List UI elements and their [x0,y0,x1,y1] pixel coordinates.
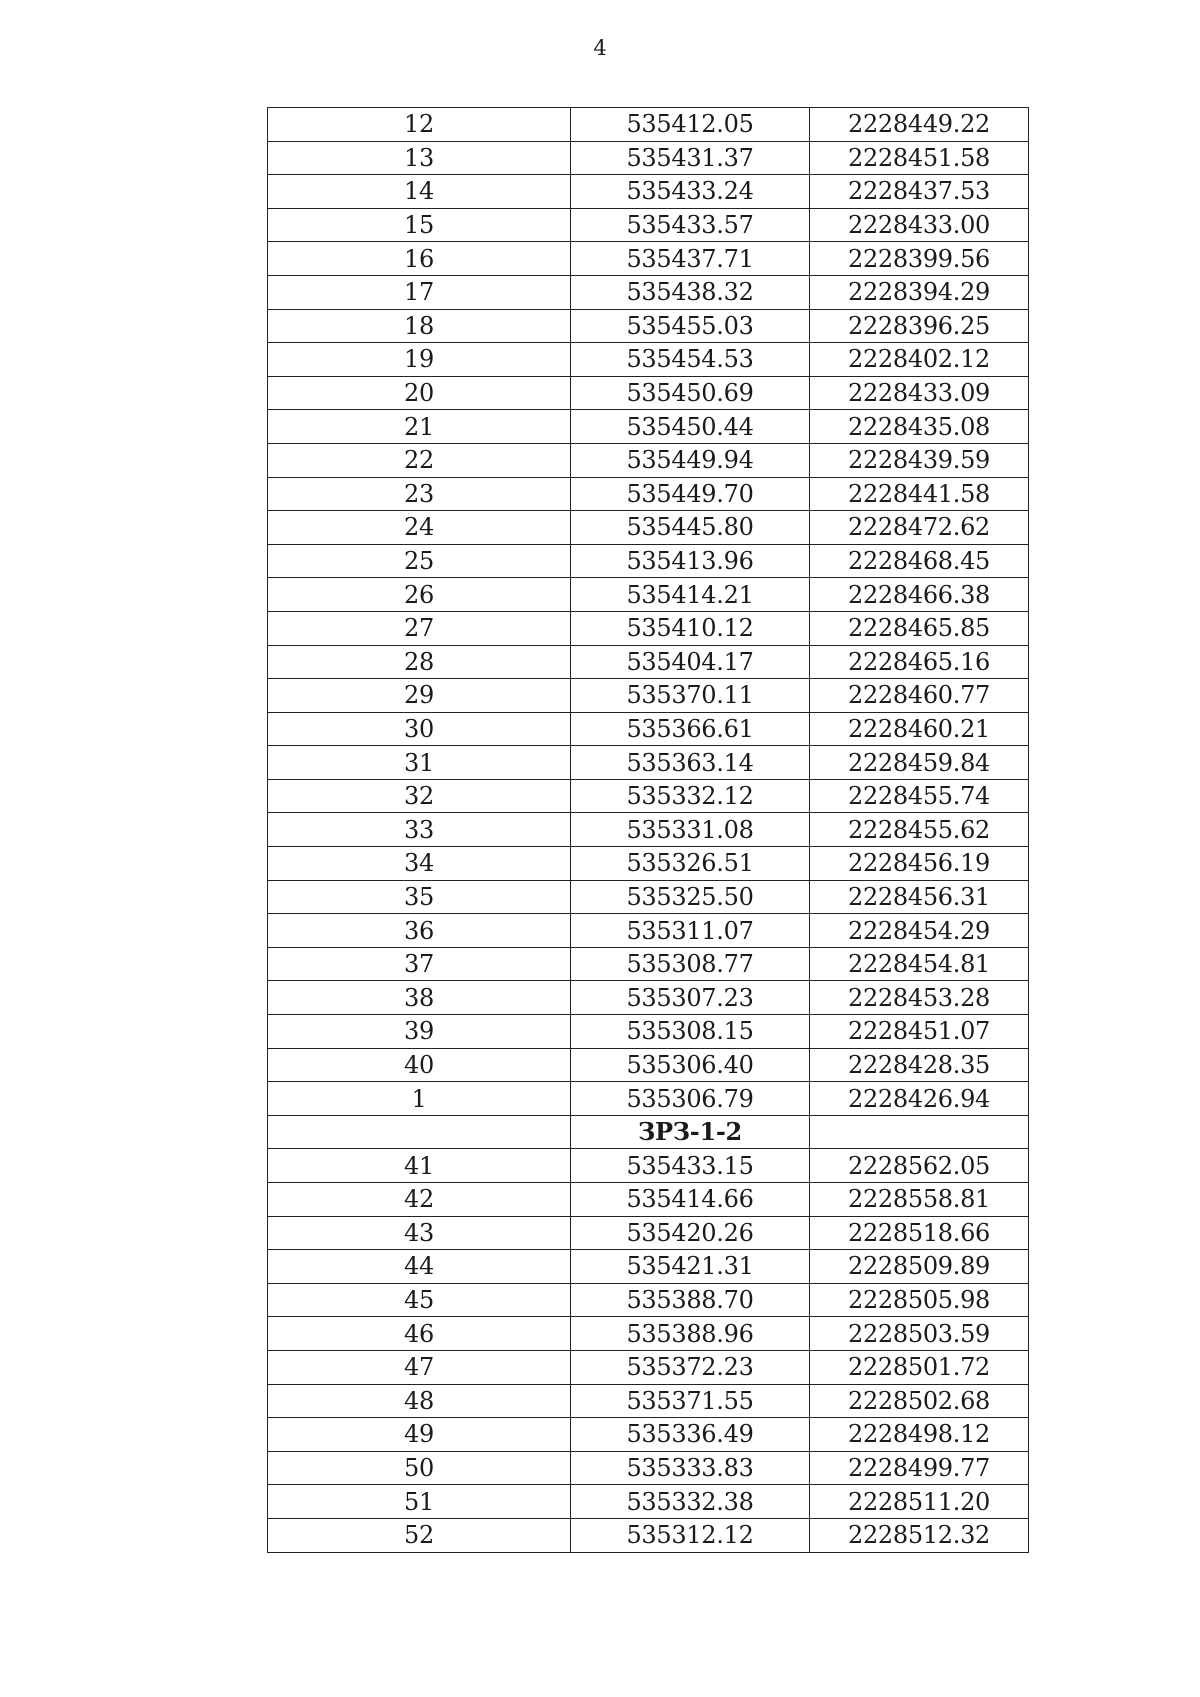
table-row [268,611,1029,645]
point-number-cell: 36 [268,914,571,948]
y-coordinate-cell: 2228437.53 [810,175,1029,209]
point-number-cell: 16 [268,242,571,276]
table-row [268,1418,1029,1452]
point-number-cell: 50 [268,1451,571,1485]
table-row [268,1048,1029,1082]
table-row [268,1216,1029,1250]
y-coordinate-cell: 2228439.59 [810,443,1029,477]
y-coordinate-cell: 2228454.29 [810,914,1029,948]
table-row [268,242,1029,276]
table-row [268,1183,1029,1217]
point-number-cell: 31 [268,746,571,780]
point-number-cell: 13 [268,141,571,175]
x-coordinate-cell: 535331.08 [571,813,810,847]
point-number-cell: 45 [268,1283,571,1317]
table-row [268,275,1029,309]
point-number-cell: 26 [268,578,571,612]
table-row [268,914,1029,948]
x-coordinate-cell: 535431.37 [571,141,810,175]
y-coordinate-cell: 2228511.20 [810,1485,1029,1519]
table-row [268,1015,1029,1049]
y-coordinate-cell: 2228399.56 [810,242,1029,276]
point-number-cell: 47 [268,1350,571,1384]
point-number-cell: 21 [268,410,571,444]
table-row [268,981,1029,1015]
table-row [268,443,1029,477]
y-coordinate-cell: 2228433.00 [810,208,1029,242]
table-row [268,1317,1029,1351]
y-coordinate-cell: 2228451.07 [810,1015,1029,1049]
table-row [268,477,1029,511]
y-coordinate-cell: 2228455.62 [810,813,1029,847]
table-row [268,779,1029,813]
table-row [268,813,1029,847]
point-number-cell: 15 [268,208,571,242]
y-coordinate-cell: 2228451.58 [810,141,1029,175]
y-coordinate-cell: 2228433.09 [810,376,1029,410]
x-coordinate-cell: 535336.49 [571,1418,810,1452]
table-row [268,947,1029,981]
point-number-cell: 14 [268,175,571,209]
point-number-cell: 51 [268,1485,571,1519]
y-coordinate-cell: 2228456.31 [810,880,1029,914]
x-coordinate-cell: 535433.57 [571,208,810,242]
x-coordinate-cell: 535312.12 [571,1518,810,1552]
table-row [268,847,1029,881]
table-row [268,1082,1029,1116]
table-row [268,578,1029,612]
table-row [268,1350,1029,1384]
table-row [268,1451,1029,1485]
table-row [268,108,1029,142]
x-coordinate-cell: 535371.55 [571,1384,810,1418]
table-row [268,645,1029,679]
y-coordinate-cell: 2228394.29 [810,275,1029,309]
x-coordinate-cell: 535388.96 [571,1317,810,1351]
point-number-cell: 40 [268,1048,571,1082]
section-header [268,1115,1029,1149]
y-coordinate-cell: 2228562.05 [810,1149,1029,1183]
table-row [268,1384,1029,1418]
y-coordinate-cell: 2228460.77 [810,679,1029,713]
x-coordinate-cell: 535414.21 [571,578,810,612]
x-coordinate-cell: 535308.15 [571,1015,810,1049]
table-row [268,1250,1029,1284]
x-coordinate-cell: 535420.26 [571,1216,810,1250]
x-coordinate-cell: 535332.12 [571,779,810,813]
x-coordinate-cell: 535433.15 [571,1149,810,1183]
coordinates-table [267,107,1029,1553]
y-coordinate-cell: 2228449.22 [810,108,1029,142]
x-coordinate-cell: 535306.40 [571,1048,810,1082]
point-number-cell: 48 [268,1384,571,1418]
table-row [268,343,1029,377]
y-coordinate-cell: 2228509.89 [810,1250,1029,1284]
point-number-cell: 18 [268,309,571,343]
y-coordinate-cell: 2228441.58 [810,477,1029,511]
y-coordinate-cell: 2228503.59 [810,1317,1029,1351]
y-coordinate-cell: 2228435.08 [810,410,1029,444]
point-number-cell: 30 [268,712,571,746]
table-row [268,880,1029,914]
x-coordinate-cell: 535455.03 [571,309,810,343]
table-row [268,544,1029,578]
section-label: ЗРЗ-1-2 [571,1115,810,1149]
table-row [268,1485,1029,1519]
section-empty-cell [268,1115,571,1149]
x-coordinate-cell: 535366.61 [571,712,810,746]
x-coordinate-cell: 535449.70 [571,477,810,511]
x-coordinate-cell: 535311.07 [571,914,810,948]
x-coordinate-cell: 535326.51 [571,847,810,881]
x-coordinate-cell: 535370.11 [571,679,810,713]
point-number-cell: 1 [268,1082,571,1116]
point-number-cell: 28 [268,645,571,679]
table-row [268,309,1029,343]
point-number-cell: 29 [268,679,571,713]
x-coordinate-cell: 535307.23 [571,981,810,1015]
point-number-cell: 17 [268,275,571,309]
table-row [268,410,1029,444]
point-number-cell: 46 [268,1317,571,1351]
point-number-cell: 32 [268,779,571,813]
x-coordinate-cell: 535308.77 [571,947,810,981]
point-number-cell: 38 [268,981,571,1015]
section-row [268,1115,1029,1149]
point-number-cell: 42 [268,1183,571,1217]
x-coordinate-cell: 535404.17 [571,645,810,679]
y-coordinate-cell: 2228468.45 [810,544,1029,578]
table-row [268,376,1029,410]
table-row [268,175,1029,209]
y-coordinate-cell: 2228454.81 [810,947,1029,981]
point-number-cell: 12 [268,108,571,142]
x-coordinate-cell: 535450.69 [571,376,810,410]
x-coordinate-cell: 535332.38 [571,1485,810,1519]
table-row [268,746,1029,780]
x-coordinate-cell: 535414.66 [571,1183,810,1217]
table-row [268,1518,1029,1552]
y-coordinate-cell: 2228396.25 [810,309,1029,343]
x-coordinate-cell: 535449.94 [571,443,810,477]
table-row [268,208,1029,242]
y-coordinate-cell: 2228459.84 [810,746,1029,780]
x-coordinate-cell: 535421.31 [571,1250,810,1284]
point-number-cell: 52 [268,1518,571,1552]
table-row [268,1149,1029,1183]
table-row [268,141,1029,175]
y-coordinate-cell: 2228472.62 [810,511,1029,545]
point-number-cell: 39 [268,1015,571,1049]
point-number-cell: 41 [268,1149,571,1183]
point-number-cell: 24 [268,511,571,545]
x-coordinate-cell: 535450.44 [571,410,810,444]
x-coordinate-cell: 535388.70 [571,1283,810,1317]
y-coordinate-cell: 2228453.28 [810,981,1029,1015]
x-coordinate-cell: 535306.79 [571,1082,810,1116]
point-number-cell: 22 [268,443,571,477]
x-coordinate-cell: 535445.80 [571,511,810,545]
y-coordinate-cell: 2228456.19 [810,847,1029,881]
table-row [268,712,1029,746]
x-coordinate-cell: 535412.05 [571,108,810,142]
point-number-cell: 35 [268,880,571,914]
coordinates-group-1 [268,108,1029,1116]
y-coordinate-cell: 2228499.77 [810,1451,1029,1485]
point-number-cell: 37 [268,947,571,981]
y-coordinate-cell: 2228460.21 [810,712,1029,746]
y-coordinate-cell: 2228465.16 [810,645,1029,679]
point-number-cell: 27 [268,611,571,645]
y-coordinate-cell: 2228402.12 [810,343,1029,377]
y-coordinate-cell: 2228426.94 [810,1082,1029,1116]
point-number-cell: 20 [268,376,571,410]
point-number-cell: 25 [268,544,571,578]
point-number-cell: 33 [268,813,571,847]
y-coordinate-cell: 2228505.98 [810,1283,1029,1317]
table-row [268,511,1029,545]
x-coordinate-cell: 535413.96 [571,544,810,578]
x-coordinate-cell: 535433.24 [571,175,810,209]
page-number: 4 [593,36,607,60]
table-row [268,679,1029,713]
y-coordinate-cell: 2228455.74 [810,779,1029,813]
point-number-cell: 23 [268,477,571,511]
y-coordinate-cell: 2228512.32 [810,1518,1029,1552]
y-coordinate-cell: 2228501.72 [810,1350,1029,1384]
coordinates-group-2 [268,1149,1029,1552]
y-coordinate-cell: 2228428.35 [810,1048,1029,1082]
x-coordinate-cell: 535325.50 [571,880,810,914]
y-coordinate-cell: 2228466.38 [810,578,1029,612]
x-coordinate-cell: 535372.23 [571,1350,810,1384]
point-number-cell: 19 [268,343,571,377]
point-number-cell: 49 [268,1418,571,1452]
y-coordinate-cell: 2228502.68 [810,1384,1029,1418]
y-coordinate-cell: 2228518.66 [810,1216,1029,1250]
point-number-cell: 34 [268,847,571,881]
y-coordinate-cell: 2228465.85 [810,611,1029,645]
y-coordinate-cell: 2228558.81 [810,1183,1029,1217]
x-coordinate-cell: 535333.83 [571,1451,810,1485]
x-coordinate-cell: 535438.32 [571,275,810,309]
point-number-cell: 43 [268,1216,571,1250]
x-coordinate-cell: 535454.53 [571,343,810,377]
x-coordinate-cell: 535410.12 [571,611,810,645]
x-coordinate-cell: 535363.14 [571,746,810,780]
y-coordinate-cell: 2228498.12 [810,1418,1029,1452]
point-number-cell: 44 [268,1250,571,1284]
x-coordinate-cell: 535437.71 [571,242,810,276]
section-empty-cell [810,1115,1029,1149]
table-row [268,1283,1029,1317]
